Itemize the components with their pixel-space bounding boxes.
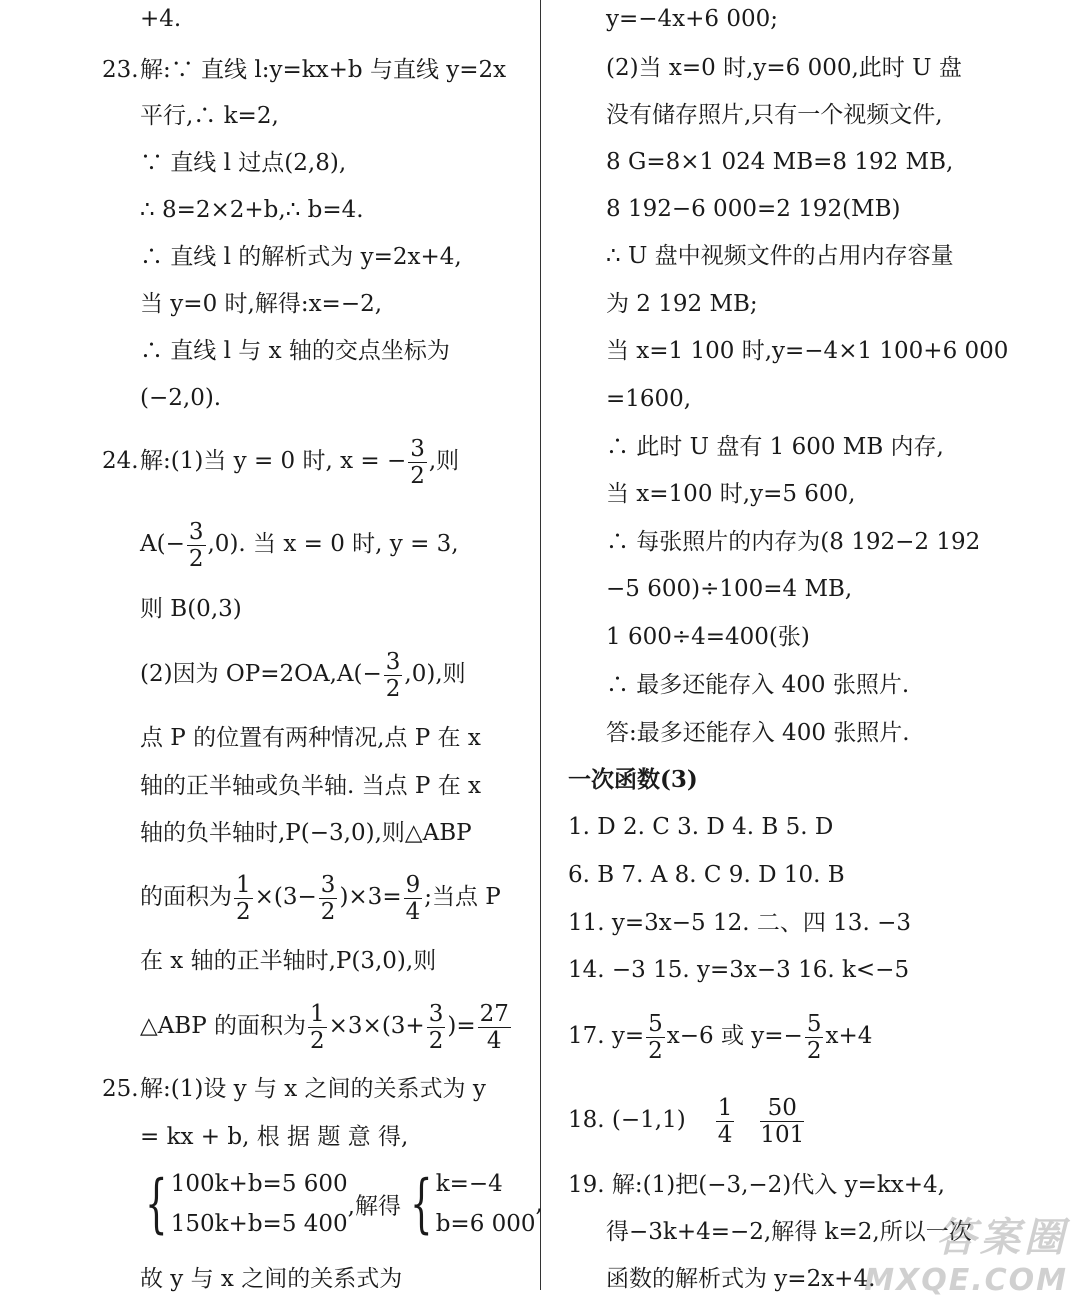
q24-line-5: 点 P 的位置有两种情况,点 P 在 x <box>140 725 481 751</box>
q24-line-4 <box>140 645 466 703</box>
q24-number: 24. <box>102 448 139 474</box>
watermark-text: 答案圈 <box>936 1215 1068 1261</box>
answers-row-4: 14. −3 15. y=3x−3 16. k<−5 <box>568 957 910 983</box>
q23-line-2: 平行,∴ k=2, <box>140 103 279 129</box>
q25-number: 25. <box>102 1076 139 1102</box>
line-continuation: +4. <box>140 6 182 32</box>
r-line-4: 8 192−6 000=2 192(MB) <box>606 196 901 222</box>
q23-number: 23. <box>102 57 139 83</box>
fraction-3-2: $\frac{3}{2}$ <box>410 435 425 489</box>
r-line-12: −5 600)÷100=4 MB, <box>606 576 853 602</box>
r-line-1: (2)当 x=0 时,y=6 000,此时 U 盘 <box>606 55 962 81</box>
q23-line-8: (−2,0). <box>140 385 222 411</box>
q23-line-1: 解:∵ 直线 l:y=kx+b 与直线 y=2x <box>140 57 507 83</box>
q24-line-8-text: 的面积为 <box>140 884 232 910</box>
q24-line-1-text: 解:(1)当 y = 0 时, x = − <box>140 448 407 474</box>
fraction-1-4: $\frac{1}{4}$ <box>717 1094 733 1148</box>
q23-line-3: ∵ 直线 l 过点(2,8), <box>140 150 347 176</box>
brace: { <box>145 1167 168 1241</box>
q24-line-10-eq: )= <box>447 1013 476 1039</box>
watermark-logo <box>864 1206 1068 1298</box>
q24-line-1-tail: ,则 <box>428 448 460 474</box>
fraction-3-2: $\frac{3}{2}$ <box>320 871 336 925</box>
q25-equation-system <box>136 1164 543 1244</box>
q23-line-5: ∴ 直线 l 的解析式为 y=2x+4, <box>140 244 462 270</box>
q24-line-8-tail: ;当点 P <box>424 884 501 910</box>
fraction-9-4: $\frac{9}{4}$ <box>405 871 421 925</box>
r-line-0: y=−4x+6 000; <box>606 6 779 32</box>
q24-line-10-text: △ABP 的面积为 <box>140 1013 306 1039</box>
answers-row-5 <box>568 1007 872 1065</box>
watermark-url: MXQE.COM <box>864 1263 1068 1298</box>
fraction-5-2: $\frac{5}{2}$ <box>806 1010 822 1064</box>
r-line-2: 没有储存照片,只有一个视频文件, <box>606 102 943 128</box>
r-line-3: 8 G=8×1 024 MB=8 192 MB, <box>606 149 954 175</box>
q24-line-2-tail: ,0). 当 x = 0 时, y = 3, <box>207 531 459 557</box>
fraction-3-2: $\frac{3}{2}$ <box>428 1000 444 1054</box>
fraction-5-2: $\frac{5}{2}$ <box>648 1010 663 1064</box>
r-line-5: ∴ U 盘中视频文件的占用内存容量 <box>606 243 954 269</box>
q24-line-9: 在 x 轴的正半轴时,P(3,0),则 <box>140 948 437 974</box>
r-line-8: =1600, <box>606 386 692 412</box>
q24-line-8-mid: ×(3− <box>254 884 317 910</box>
r-line-10: 当 x=100 时,y=5 600, <box>606 481 856 507</box>
q24-line-3: 则 B(0,3) <box>140 596 242 622</box>
r-line-15: 答:最多还能存入 400 张照片. <box>606 720 910 746</box>
r-line-13: 1 600÷4=400(张) <box>606 624 810 650</box>
fraction-3-2: $\frac{3}{2}$ <box>188 518 204 572</box>
fraction-3-2: $\frac{3}{2}$ <box>385 648 401 702</box>
r-line-14: ∴ 最多还能存入 400 张照片. <box>606 672 910 698</box>
answer-17-start: 17. y= <box>568 1023 645 1049</box>
fraction-50-101: $\frac{50}{101}$ <box>760 1094 805 1148</box>
system-2: k=−4 b=6 000 <box>435 1171 536 1237</box>
r-line-11: ∴ 每张照片的内存为(8 192−2 192 <box>606 529 981 555</box>
q24-line-8 <box>140 868 501 926</box>
answers-row-1: 1. D 2. C 3. D 4. B 5. D <box>568 814 834 840</box>
answers-row-6 <box>568 1091 806 1149</box>
answers-row-3: 11. y=3x−5 12. 二、四 13. −3 <box>568 910 911 936</box>
q24-line-1 <box>140 432 459 490</box>
fraction-1-2: $\frac{1}{2}$ <box>310 1000 325 1054</box>
q24-line-4-tail: ,0),则 <box>404 661 466 687</box>
q24-line-7: 轴的负半轴时,P(−3,0),则△ABP <box>140 820 472 846</box>
answer-18-point: 18. (−1,1) <box>568 1107 686 1133</box>
r-line-6: 为 2 192 MB; <box>606 291 758 317</box>
system-1: 100k+b=5 600 150k+b=5 400 <box>170 1171 348 1237</box>
q24-line-6: 轴的正半轴或负半轴. 当点 P 在 x <box>140 773 482 799</box>
q23-line-6: 当 y=0 时,解得:x=−2, <box>140 291 383 317</box>
brace: { <box>410 1167 433 1241</box>
q24-line-10-mid: ×3×(3+ <box>328 1013 425 1039</box>
q23-line-4: ∴ 8=2×2+b,∴ b=4. <box>140 197 364 223</box>
q25-line-4: 故 y 与 x 之间的关系式为 <box>140 1266 403 1292</box>
q24-line-4-text: (2)因为 OP=2OA,A(− <box>140 661 382 687</box>
fraction-27-4: $\frac{27}{4}$ <box>479 1000 509 1054</box>
column-divider <box>540 0 541 1290</box>
q24-line-8-eq: )×3= <box>339 884 402 910</box>
answers-row-8: 得−3k+4=−2,解得 k=2,所以一次 <box>606 1219 972 1245</box>
q24-line-2-text: A(− <box>140 531 185 557</box>
section-heading: 一次函数(3) <box>568 766 698 793</box>
q25-solve-label: ,解得 <box>347 1193 401 1220</box>
q24-line-10 <box>140 997 513 1055</box>
r-line-7: 当 x=1 100 时,y=−4×1 100+6 000 <box>606 338 1009 364</box>
answer-17-mid: x−6 或 y=− <box>666 1023 803 1049</box>
q24-line-2 <box>140 515 459 573</box>
q25-system-end: , <box>535 1191 543 1217</box>
answers-row-2: 6. B 7. A 8. C 9. D 10. B <box>568 862 845 888</box>
answers-row-7: 19. 解:(1)把(−3,−2)代入 y=kx+4, <box>568 1172 945 1198</box>
q25-line-2: = kx + b, 根 据 题 意 得, <box>140 1124 409 1150</box>
q25-line-1: 解:(1)设 y 与 x 之间的关系式为 y <box>140 1076 486 1102</box>
fraction-1-2: $\frac{1}{2}$ <box>236 871 251 925</box>
q23-line-7: ∴ 直线 l 与 x 轴的交点坐标为 <box>140 338 450 364</box>
answer-17-end: x+4 <box>825 1023 873 1049</box>
r-line-9: ∴ 此时 U 盘有 1 600 MB 内存, <box>606 434 944 460</box>
answers-row-9: 函数的解析式为 y=2x+4. <box>606 1266 876 1292</box>
